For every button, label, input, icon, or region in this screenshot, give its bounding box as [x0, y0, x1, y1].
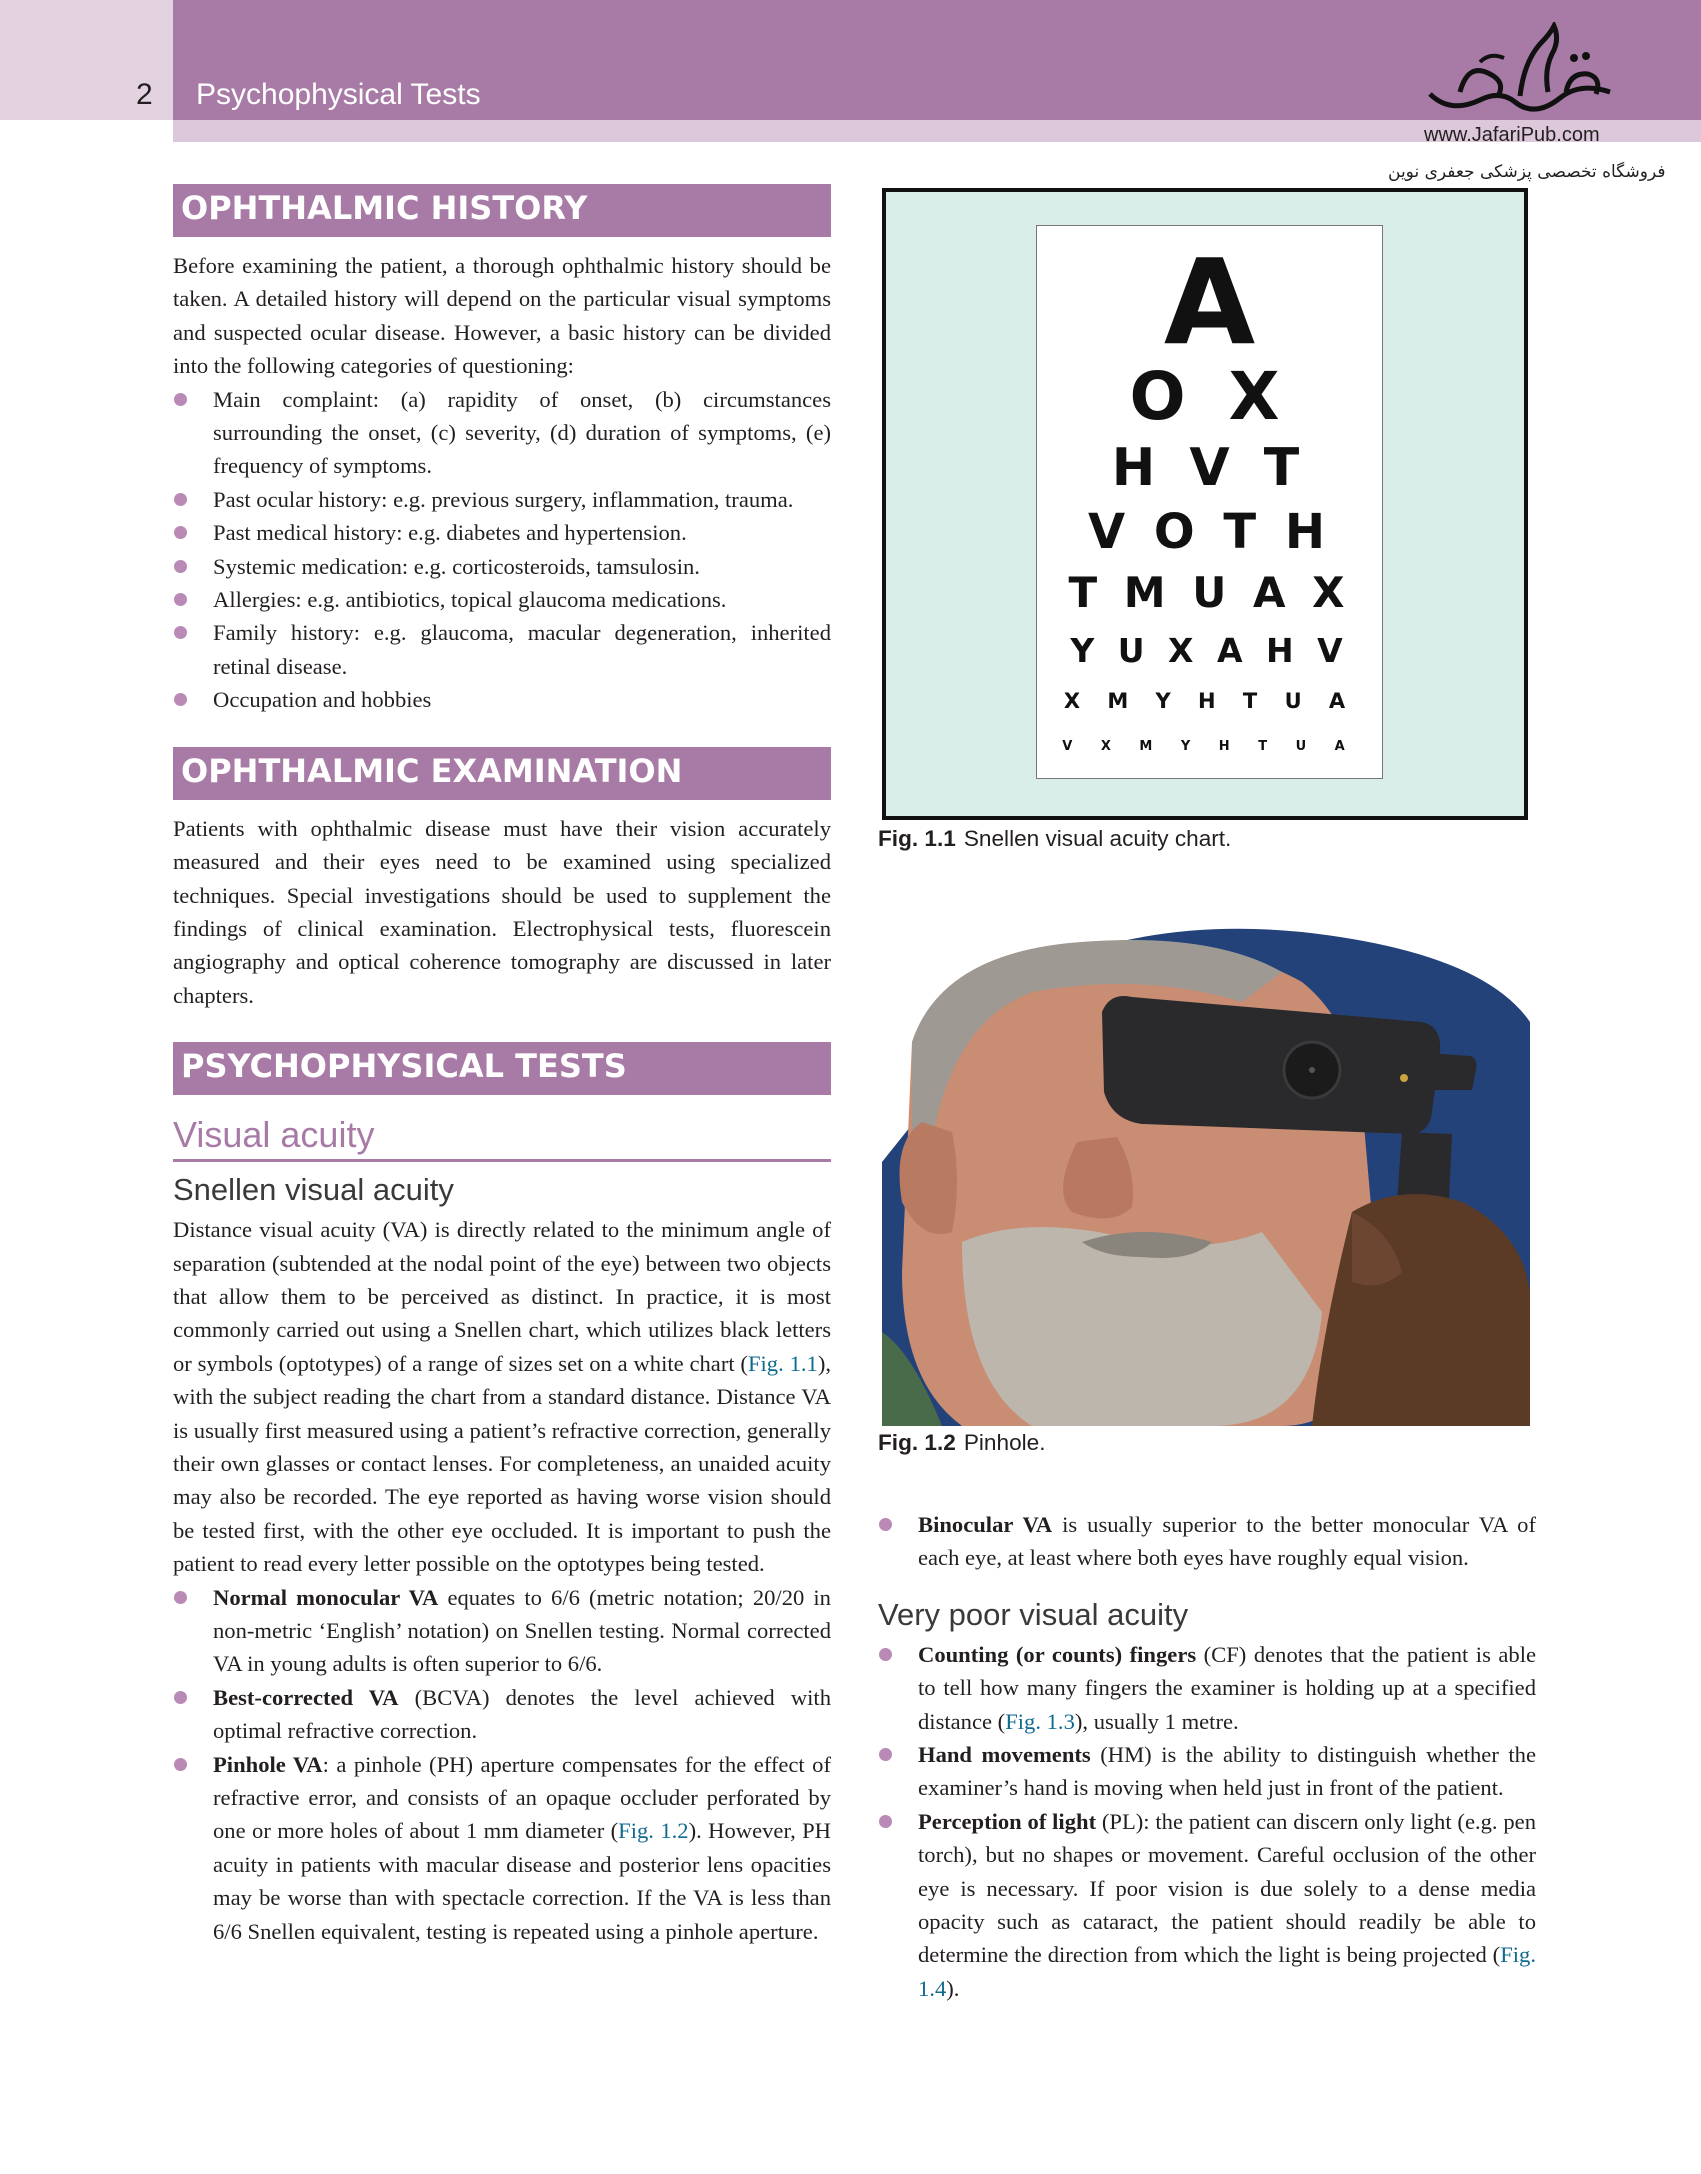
chart-row-4: V O T H [1088, 504, 1331, 560]
bullet-icon [174, 1591, 187, 1604]
bullet-icon [879, 1815, 892, 1828]
jafaripub-logo-icon [1420, 22, 1620, 122]
bullet-icon [174, 393, 187, 406]
chart-row-7: X M Y H T U A [1063, 689, 1356, 713]
chart-row-6: Y U X A H V [1070, 631, 1349, 670]
chart-row-5: T M U A X [1068, 568, 1351, 617]
subheading-snellen: Snellen visual acuity [173, 1172, 454, 1208]
bullet-icon [879, 1748, 892, 1761]
running-title: Psychophysical Tests [196, 78, 481, 111]
examination-paragraph: Patients with ophthalmic disease must have their vision accurately measured and their eyes need to be examined using specialized techniques. Special investigations should be used to supplement the findings of clinical examination. Electrophysical tests, fluorescein angiography and optical coherence tomography are discussed in later chapters. [173, 815, 831, 1008]
visual-acuity-list [173, 1581, 831, 1948]
fig-1-3-link[interactable]: Fig. 1.3 [1005, 1708, 1075, 1734]
bullet-icon [174, 626, 187, 639]
right-column [878, 1508, 1536, 2005]
list-item: Occupation and hobbies [173, 683, 831, 716]
very-poor-va-list [878, 1638, 1536, 2005]
fig-1-2-caption: Fig. 1.2 Pinhole. [878, 1430, 1046, 1455]
section-banner-psychophysical: PSYCHOPHYSICAL TESTS [173, 1042, 831, 1095]
pinhole-photo [882, 912, 1530, 1426]
fig-1-4-link[interactable]: Fig. 1.4 [918, 1942, 1536, 2001]
list-item: Family history: e.g. glaucoma, macular degeneration, inherited retinal disease. [173, 616, 831, 683]
bullet-icon [879, 1648, 892, 1661]
list-item: Counting (or counts) fingers (CF) denotes that the patient is able to tell how many fingers the examiner is holding up at a specified distance (Fig. 1.3), usually 1 metre. [878, 1638, 1536, 1738]
list-item: Normal monocular VA equates to 6/6 (metric notation; 20/20 in non-metric ‘English’ notation) on Snellen testing. Normal corrected VA in young adults is often superior to 6/6. [173, 1581, 831, 1681]
bullet-icon [879, 1518, 892, 1531]
snellen-chart-card [1036, 225, 1383, 779]
list-item: Best-corrected VA (BCVA) denotes the level achieved with optimal refractive correction. [173, 1681, 831, 1748]
bullet-icon [174, 1758, 187, 1771]
bullet-icon [174, 693, 187, 706]
list-item: Systemic medication: e.g. corticosteroids, tamsulosin. [173, 550, 831, 583]
list-item: Allergies: e.g. antibiotics, topical glaucoma medications. [173, 583, 831, 616]
fig-1-1-link[interactable]: Fig. 1.1 [747, 1350, 818, 1376]
subheading-very-poor-va: Very poor visual acuity [878, 1596, 1189, 1632]
list-item: Pinhole VA: a pinhole (PH) aperture compensates for the effect of refractive error, and consists of an opaque occluder perforated by one or more holes of about 1 mm diameter (Fig. 1.2). However, PH acuity in patients with macular disease and posterior lens opacities may be worse than with spectacle correction. If the VA is less than 6/6 Snellen equivalent, testing is repeated using a pinhole aperture. [173, 1748, 831, 1948]
chart-row-2: O X [1129, 358, 1290, 435]
bullet-icon [174, 526, 187, 539]
list-item: Main complaint: (a) rapidity of onset, (b) circumstances surrounding the onset, (c) severity, (d) duration of symptoms, (e) frequency of symptoms. [173, 383, 831, 483]
snellen-paragraph: Distance visual acuity (VA) is directly related to the minimum angle of separation (subtended at the nodal point of the eye) between two objects that allow them to be perceived as distinct. In practice, it is most commonly carried out using a Snellen chart, which utilizes black letters or symbols (optotypes) of a range of sizes set on a white chart (Fig. 1.1), with the subject reading the chart from a standard distance. Distance VA is usually first measured using a patient’s refractive correction, generally their own glasses or contact lenses. For completeness, an unaided acuity may also be recorded. The eye reported as having worse vision should be tested first, with the other eye occluded. It is important to push the patient to read every letter possible on the optotypes being tested. [173, 1217, 831, 1577]
subheading-visual-acuity: Visual acuity [173, 1113, 831, 1162]
list-item: Binocular VA is usually superior to the better monocular VA of each eye, at least where both eyes have roughly equal vision. [878, 1508, 1536, 1575]
binocular-list [878, 1508, 1536, 1575]
history-paragraph: Before examining the patient, a thorough ophthalmic history should be taken. A detailed history will depend on the particular visual symptoms and suspected ocular disease. However, a basic history can be divided into the following categories of questioning: [173, 253, 831, 379]
chart-row-8: V X M Y H T U A [1062, 739, 1357, 754]
list-item: Hand movements (HM) is the ability to distinguish whether the examiner’s hand is moving when held just in front of the patient. [878, 1738, 1536, 1805]
section-banner-history: OPHTHALMIC HISTORY [173, 184, 831, 237]
fig-1-1-caption: Fig. 1.1 Snellen visual acuity chart. [878, 826, 1232, 851]
bullet-icon [174, 1691, 187, 1704]
left-column [173, 184, 831, 1948]
bullet-icon [174, 493, 187, 506]
bullet-icon [174, 593, 187, 606]
page-number: 2 [136, 78, 153, 111]
list-item: Past ocular history: e.g. previous surgery, inflammation, trauma. [173, 483, 831, 516]
chart-row-3: H V T [1111, 438, 1308, 498]
bullet-icon [174, 560, 187, 573]
store-name: فروشگاه تخصصی پزشکی جعفری نوین [1388, 162, 1666, 182]
section-banner-examination: OPHTHALMIC EXAMINATION [173, 747, 831, 800]
website-url: www.JafariPub.com [1424, 124, 1600, 146]
chart-row-1: A [1163, 233, 1256, 371]
snellen-chart-figure [882, 188, 1528, 820]
list-item: Perception of light (PL): the patient can discern only light (e.g. pen torch), but no shapes or movement. Careful occlusion of the other eye is necessary. If poor vision is due solely to a dense media opacity such as cataract, the patient should readily be able to determine the direction from which the light is being projected (Fig. 1.4). [878, 1805, 1536, 2005]
list-item: Past medical history: e.g. diabetes and hypertension. [173, 516, 831, 549]
history-list [173, 383, 831, 717]
fig-1-2-link[interactable]: Fig. 1.2 [618, 1818, 689, 1844]
